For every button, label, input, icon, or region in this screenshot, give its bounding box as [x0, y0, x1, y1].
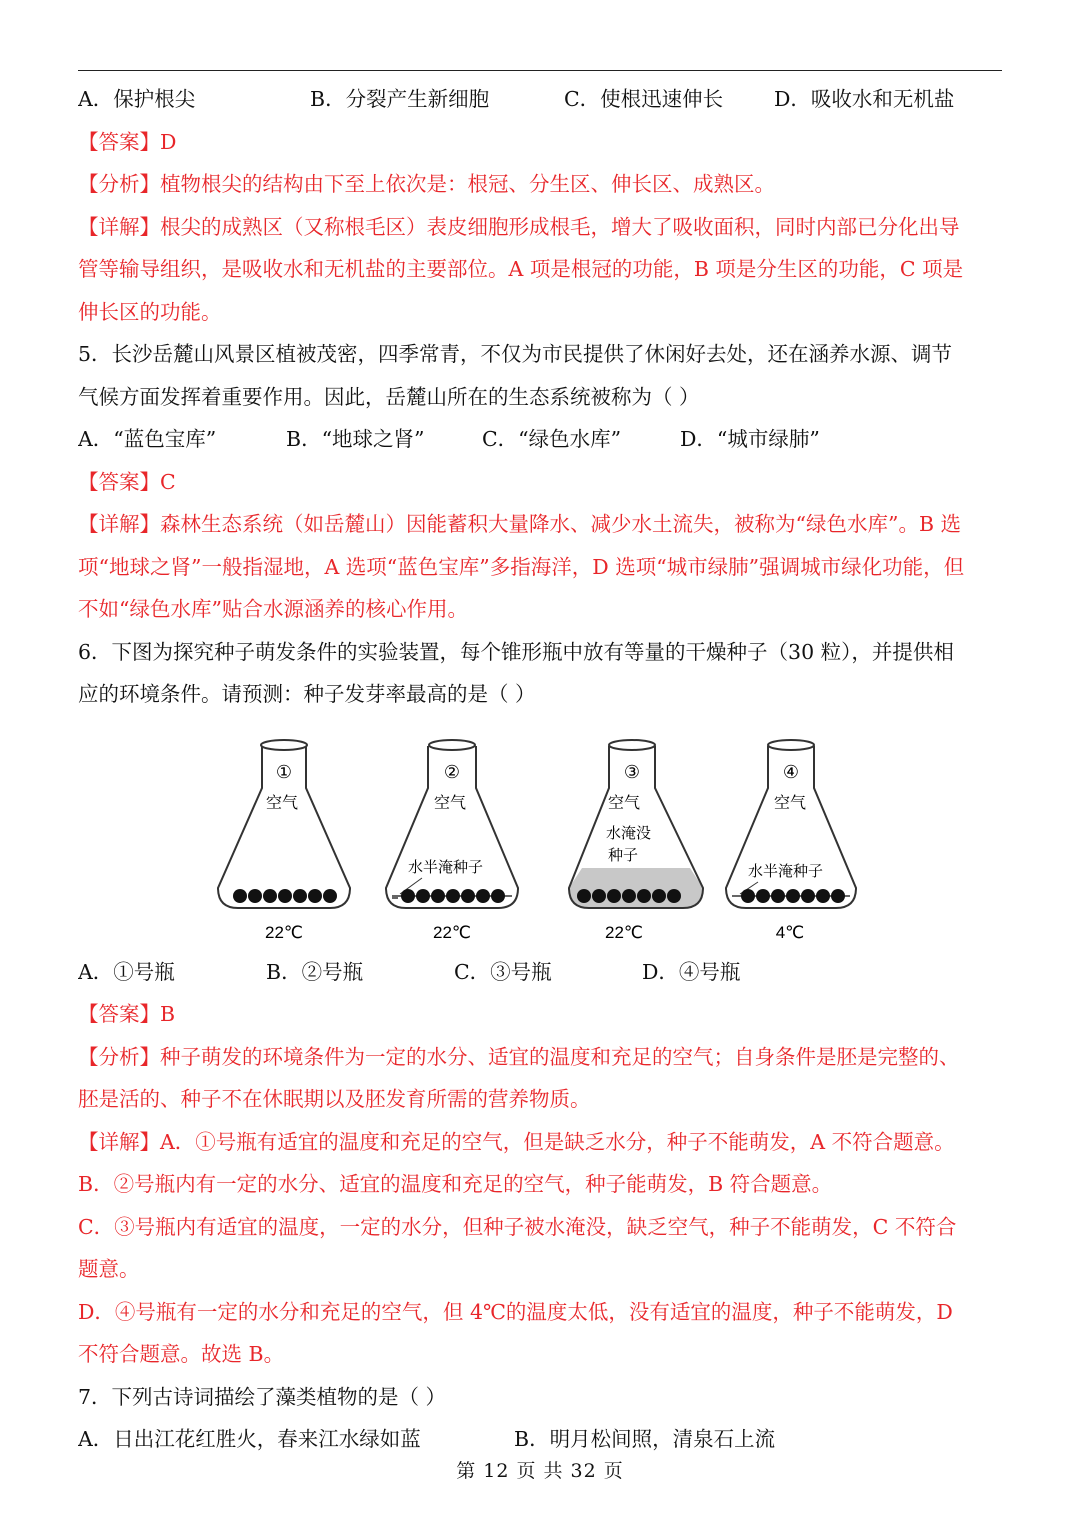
q5-detail-line: 项“地球之肾”一般指湿地，A 选项“蓝色宝库”多指海洋，D 选项“城市绿肺”强调城市绿化功能，但: [78, 554, 965, 579]
flask-4-number: ④: [782, 761, 800, 782]
flask-2-temp: 22℃: [432, 922, 472, 942]
q4-detail-line: 管等输导组织，是吸收水和无机盐的主要部位。A 项是根冠的功能，B 项是分生区的功能，C 项是: [78, 257, 964, 281]
flask-3-temp: 22℃: [604, 922, 644, 942]
flask-2: [386, 740, 518, 942]
flask-3-number: ③: [623, 761, 641, 782]
q4-detail-line: 伸长区的功能。: [78, 299, 222, 324]
q7-options: [78, 1418, 1002, 1461]
q5-answer: 【答案】C: [78, 469, 176, 494]
q4-detail-line: 【详解】根尖的成熟区（又称根毛区）表皮细胞形成根毛，增大了吸收面积，同时内部已分化出导: [78, 214, 960, 239]
header-rule: [78, 70, 1002, 71]
flask-3-water: [569, 868, 703, 908]
q6-option-b: B．②号瓶: [266, 959, 364, 984]
q5-option-b: B．“地球之肾”: [286, 427, 425, 451]
flask-3-air-label: 空气: [608, 794, 641, 812]
q6-stem-line: 应的环境条件。请预测：种子发芽率最高的是（ ）: [78, 682, 536, 706]
flask-1-air-label: 空气: [266, 794, 299, 812]
flask-1-temp: 22℃: [264, 922, 304, 942]
flask-3: [569, 740, 703, 942]
q4-option-b: B．分裂产生新细胞: [310, 87, 490, 111]
q5-options: [78, 418, 1002, 461]
q6-detail-line: 题意。: [78, 1257, 140, 1281]
flask-1: [218, 740, 350, 942]
flask-4-air-label: 空气: [774, 794, 807, 812]
flask-1-number: ①: [275, 761, 293, 782]
q6-option-a: A．①号瓶: [78, 959, 175, 984]
q7-option-b: B．明月松间照，清泉石上流: [514, 1427, 776, 1451]
q6-options: [78, 951, 1002, 994]
q5-stem-line: 气候方面发挥着重要作用。因此，岳麓山所在的生态系统被称为（ ）: [78, 384, 700, 409]
q4-answer: 【答案】D: [78, 129, 177, 154]
q7-option-a: A．日出江花红胜火，春来江水绿如蓝: [78, 1427, 421, 1451]
page-content: [78, 78, 1002, 1461]
q4-option-c: C．使根迅速伸长: [564, 87, 724, 111]
q6-detail-line: D．④号瓶有一定的水分和充足的空气，但 4℃的温度太低，没有适宜的温度，种子不能萌发，D: [78, 1299, 953, 1324]
flask-4-water-label: 水半淹种子: [748, 862, 824, 880]
flask-4-temp: 4℃: [775, 922, 805, 942]
q5-option-a: A．“蓝色宝库”: [78, 427, 217, 451]
q6-stem-line: 6．下图为探究种子萌发条件的实验装置，每个锥形瓶中放有等量的干燥种子（30 粒），并提供相: [78, 639, 954, 664]
page-footer: 第 12 页 共 32 页: [456, 1460, 624, 1482]
q6-analysis-line: 胚是活的、种子不在休眠期以及胚发育所需的营养物质。: [78, 1087, 591, 1111]
flask-2-water-label: 水半淹种子: [408, 858, 484, 876]
q7-stem: 7．下列古诗词描绘了藻类植物的是（ ）: [78, 1384, 447, 1409]
q5-stem-line: 5．长沙岳麓山风景区植被茂密，四季常青，不仅为市民提供了休闲好去处，还在涵养水源、调节: [78, 342, 953, 366]
q6-option-d: D．④号瓶: [642, 959, 741, 984]
q4-analysis: 【分析】植物根尖的结构由下至上依次是：根冠、分生区、伸长区、成熟区。: [78, 172, 775, 196]
q5-option-c: C．“绿色水库”: [482, 427, 622, 451]
q5-detail-line: 不如“绿色水库”贴合水源涵养的核心作用。: [78, 597, 468, 621]
q6-detail-line: 【详解】A．①号瓶有适宜的温度和充足的空气，但是缺乏水分，种子不能萌发，A 不符合题意。: [78, 1129, 955, 1154]
flask-2-number: ②: [443, 761, 461, 782]
flask-experiment-figure: [78, 716, 1002, 951]
q6-detail-line: B．②号瓶内有一定的水分、适宜的温度和充足的空气，种子能萌发，B 符合题意。: [78, 1172, 833, 1196]
flask-3-water-label: 水淹没: [606, 824, 652, 842]
q5-detail-line: 【详解】森林生态系统（如岳麓山）因能蓄积大量降水、减少水土流失，被称为“绿色水库”。B 选: [78, 512, 962, 536]
flask-3-seed-label: 种子: [608, 846, 639, 864]
flask-4: [726, 740, 856, 942]
q6-detail-line: C．③号瓶内有适宜的温度，一定的水分，但种子被水淹没，缺乏空气，种子不能萌发，C 不符合: [78, 1214, 957, 1239]
q4-options: [78, 78, 1002, 121]
q6-option-c: C．③号瓶: [454, 959, 552, 984]
q4-option-d: D．吸收水和无机盐: [774, 87, 955, 111]
q4-option-a: A．保护根尖: [78, 87, 196, 111]
q6-answer: 【答案】B: [78, 1002, 176, 1026]
flask-2-air-label: 空气: [434, 794, 467, 812]
q5-option-d: D．“城市绿肺”: [680, 427, 820, 451]
q6-detail-line: 不符合题意。故选 B。: [78, 1342, 285, 1366]
q6-analysis-line: 【分析】种子萌发的环境条件为一定的水分、适宜的温度和充足的空气；自身条件是胚是完整的、: [78, 1044, 960, 1069]
